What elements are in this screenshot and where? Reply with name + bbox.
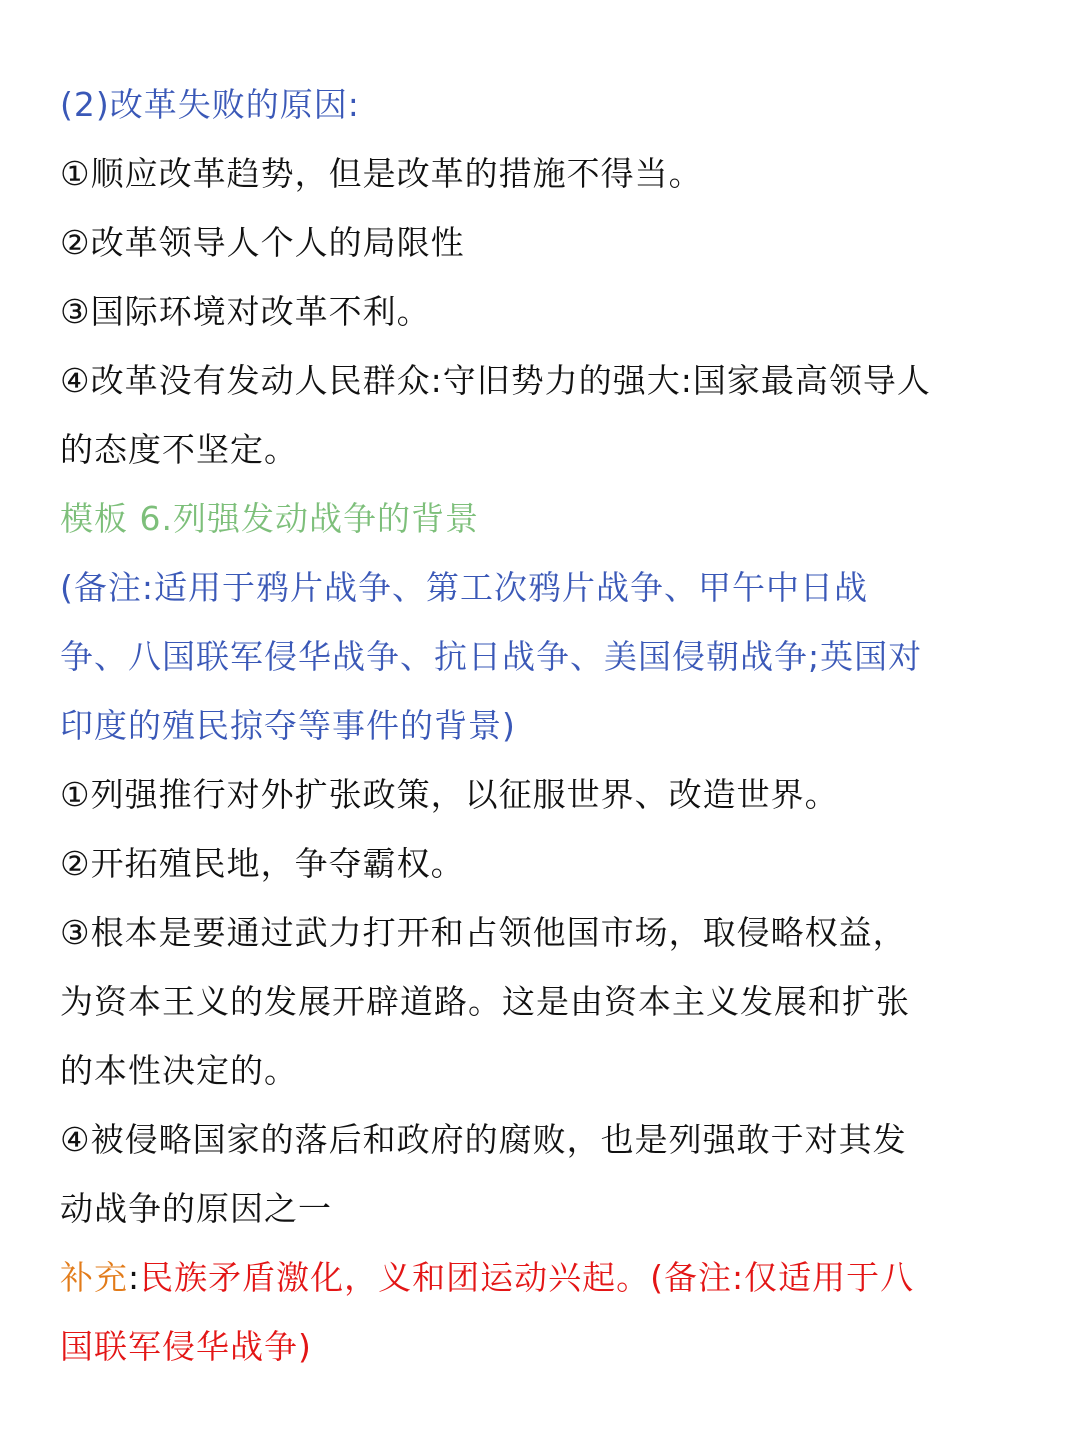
reform-reason-line: ①顺应改革趋势，但是改革的措施不得当。 <box>60 154 703 193</box>
template6-note-line: 印度的殖民掠夺等事件的背景) <box>60 706 516 745</box>
template6-note-line: 争、八国联军侵华战争、抗日战争、美国侵朝战争;英国对 <box>60 637 923 676</box>
reform-reason-line: ④改革没有发动人民群众:守旧势力的强大:国家最高领导人 <box>60 361 931 400</box>
reform-failure-heading: (2)改革失败的原因: <box>60 85 360 124</box>
reform-reason-line: ②改革领导人个人的局限性 <box>60 223 465 262</box>
reform-reason-line: ③国际环境对改革不利。 <box>60 292 431 331</box>
background-point-line: ③根本是要通过武力打开和占领他国市场，取侵略权益， <box>60 913 907 952</box>
supplement-text: 民族矛盾激化，义和团运动兴起。(备注:仅适用于八 <box>140 1258 915 1297</box>
background-point-line: 为资本王义的发展开辟道路。这是由资本主义发展和扩张 <box>60 982 910 1021</box>
reform-reason-line: 的态度不坚定。 <box>60 430 298 469</box>
background-point-line: ②开拓殖民地，争夺霸权。 <box>60 844 465 883</box>
template6-title: 模板 6.列强发动战争的背景 <box>60 499 479 538</box>
supplement-text-continued: 国联军侵华战争) <box>60 1327 312 1366</box>
template6-note-line: (备注:适用于鸦片战争、第工次鸦片战争、甲午中日战 <box>60 568 868 607</box>
background-point-line: ④被侵略国家的落后和政府的腐败，也是列强敢于对其发 <box>60 1120 907 1159</box>
background-point-line: 动战争的原因之一 <box>60 1189 332 1228</box>
supplement-line <box>60 1243 1080 1312</box>
background-point-line: ①列强推行对外扩张政策，以征服世界、改造世界。 <box>60 775 839 814</box>
background-point-line: 的本性决定的。 <box>60 1051 298 1090</box>
supplement-label: 补充 <box>60 1258 128 1297</box>
supplement-colon: : <box>128 1258 141 1297</box>
